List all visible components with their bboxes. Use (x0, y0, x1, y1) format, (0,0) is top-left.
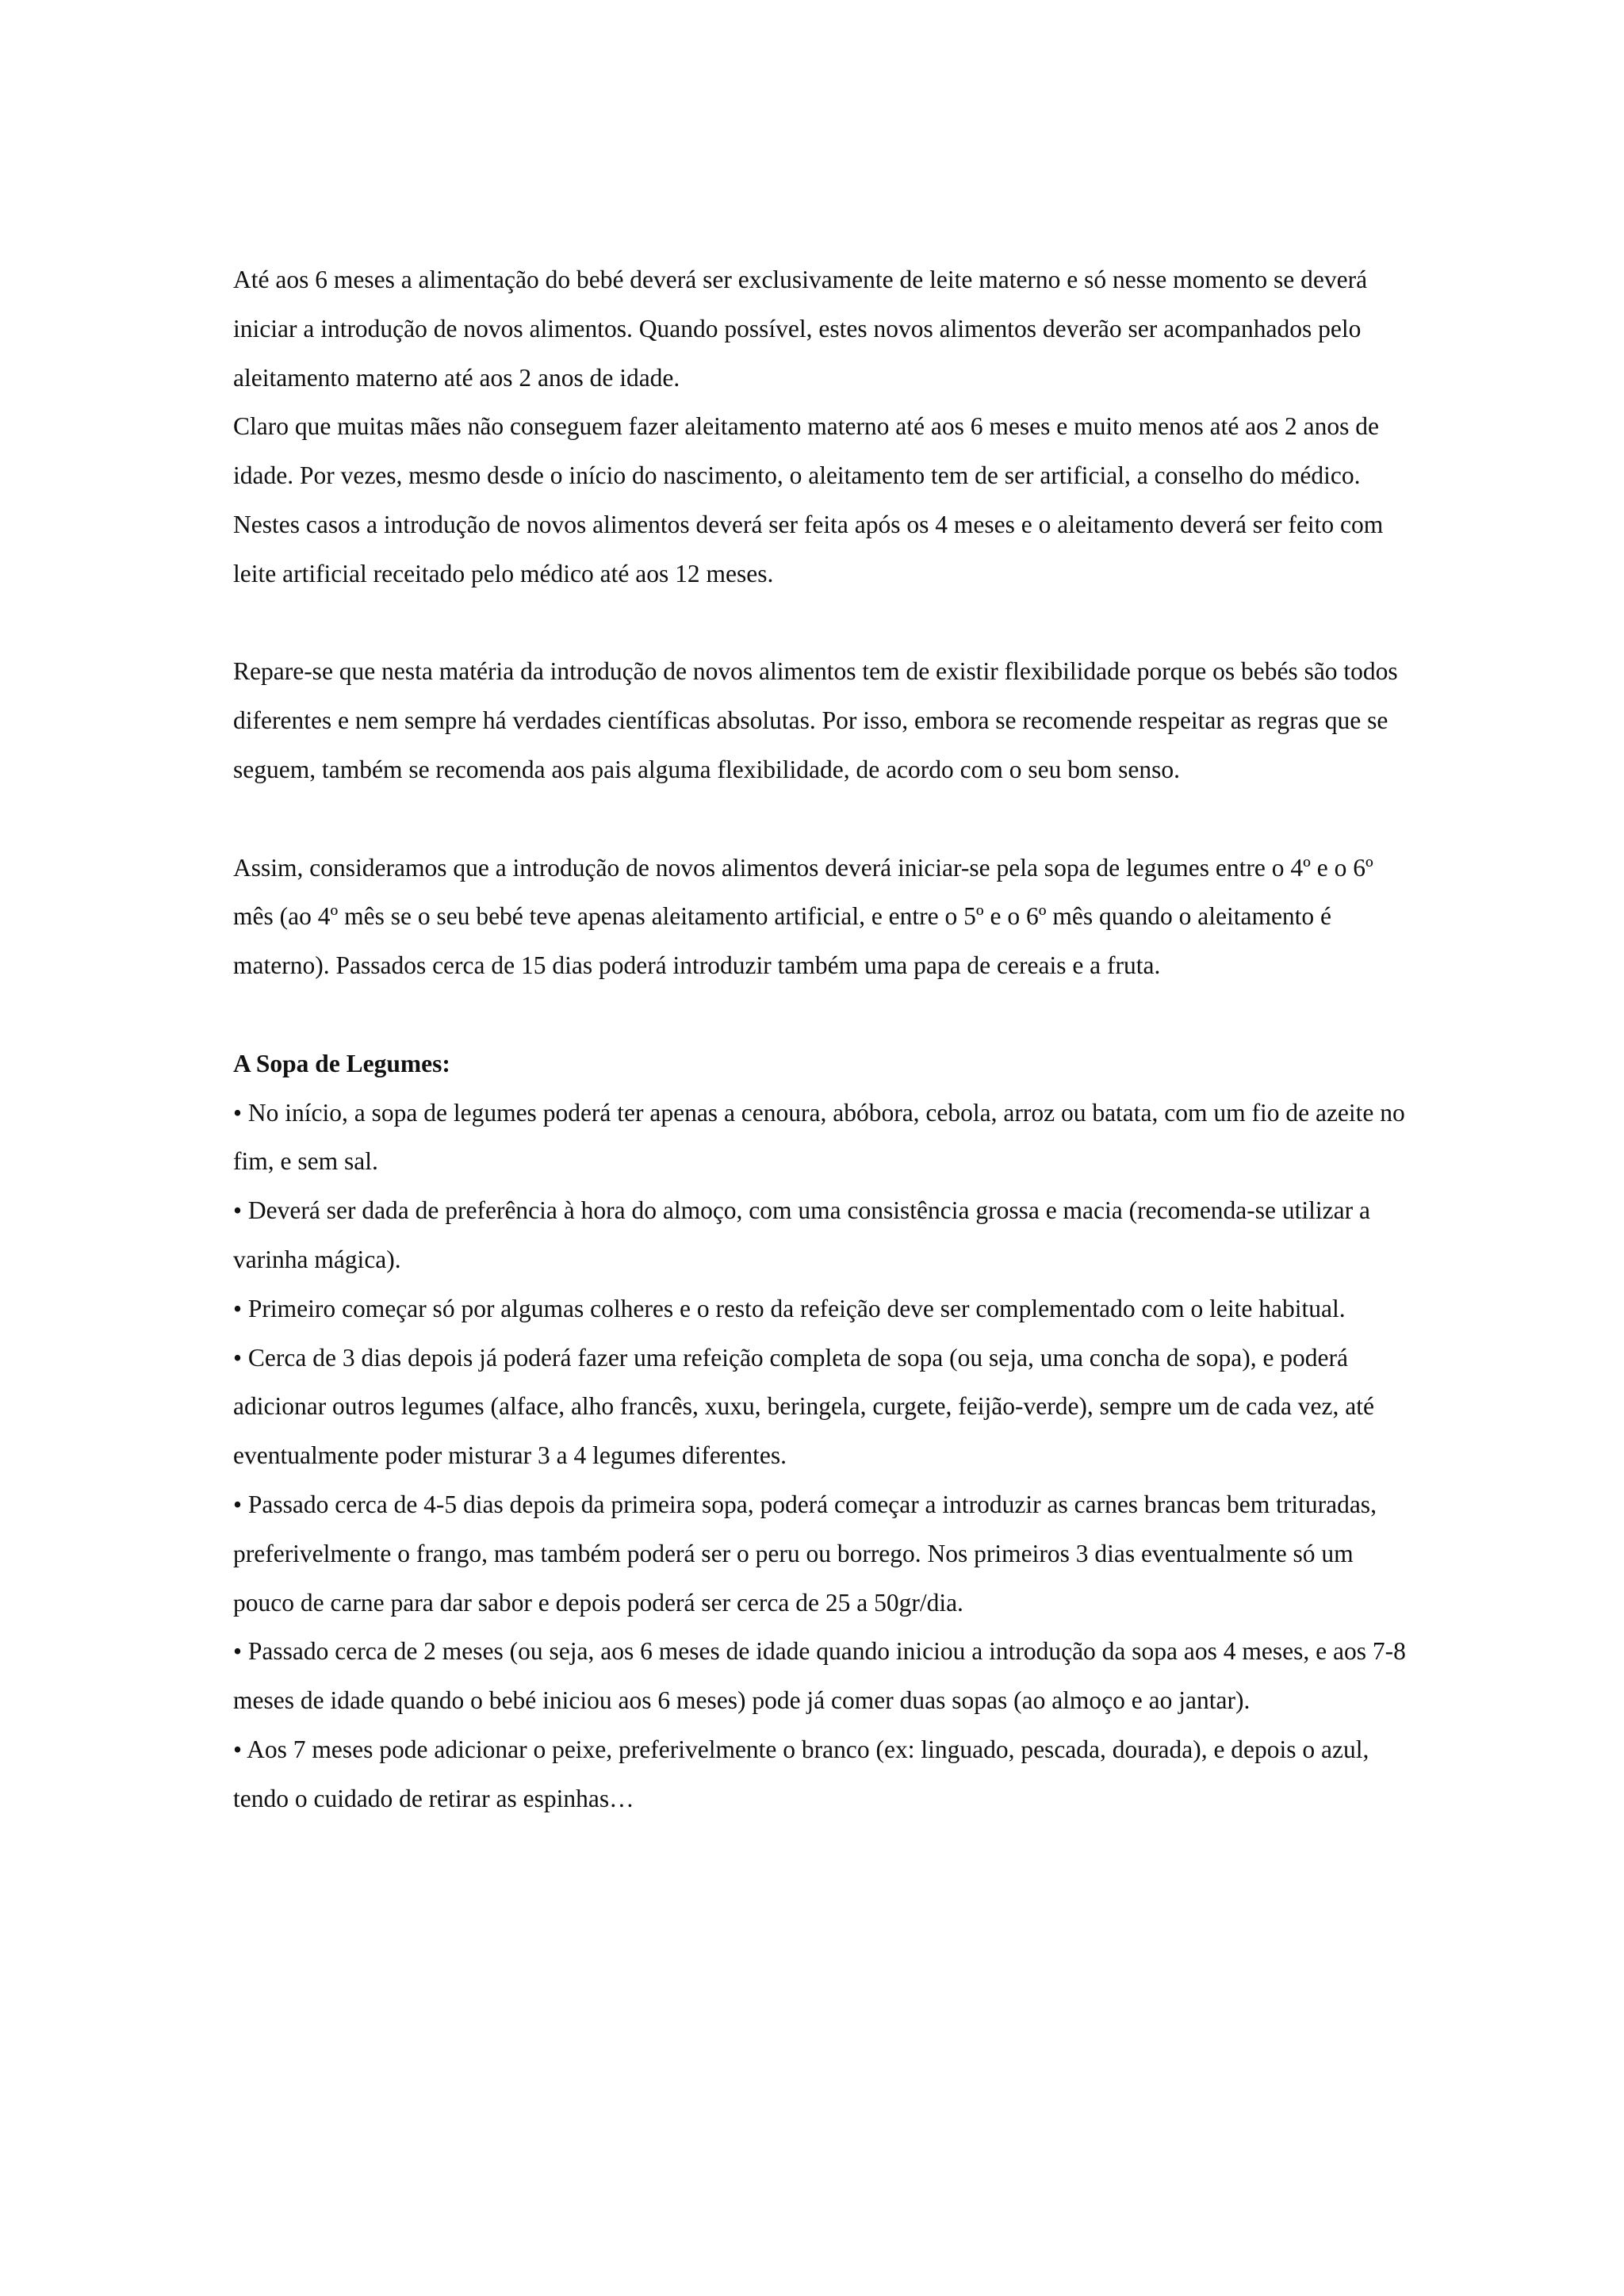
bullet-item: • Deverá ser dada de preferência à hora do almoço, com uma consistência grossa e macia (recomenda-se utilizar a varinha mágica). (233, 1196, 1370, 1273)
bullet-item: • Passado cerca de 2 meses (ou seja, aos 6 meses de idade quando iniciou a introdução da sopa aos 4 meses, e aos 7-8 meses de idade quando o bebé iniciou aos 6 meses) pode já comer duas sopas (ao almoço e ao jantar). (233, 1637, 1406, 1715)
bullet-item: • Aos 7 meses pode adicionar o peixe, preferivelmente o branco (ex: linguado, pescada, dourada), e depois o azul, tendo o cuidado de retirar as espinhas… (233, 1735, 1369, 1812)
document-body (233, 255, 1407, 1823)
paragraph-spacer (233, 794, 1407, 844)
intro-paragraph-2: Claro que muitas mães não conseguem fazer aleitamento materno até aos 6 meses e muito menos até aos 2 anos de idade. Por vezes, mesmo desde o início do nascimento, o aleitamento tem de ser artificial, a conselho do médico. Nestes casos a introdução de novos alimentos deverá ser feita após os 4 meses e o aleitamento deverá ser feito com leite artificial receitado pelo médico até aos 12 meses. (233, 412, 1384, 587)
introduction-paragraph: Assim, consideramos que a introdução de novos alimentos deverá iniciar-se pela sopa de legumes entre o 4º e o 6º mês (ao 4º mês se o seu bebé teve apenas aleitamento artificial, e entre o 5º e o 6º mês quando o aleitamento é materno). Passados cerca de 15 dias poderá introduzir também uma papa de cereais e a fruta. (233, 853, 1373, 980)
bullet-item: • Cerca de 3 dias depois já poderá fazer uma refeição completa de sopa (ou seja, uma concha de sopa), e poderá adicionar outros legumes (alface, alho francês, xuxu, beringela, curgete, feijão-verde), sempre um de cada vez, até eventualmente poder misturar 3 a 4 legumes diferentes. (233, 1343, 1374, 1470)
bullet-item: • No início, a sopa de legumes poderá ter apenas a cenoura, abóbora, cebola, arroz ou batata, com um fio de azeite no fim, e sem sal. (233, 1098, 1405, 1176)
paragraph-spacer (233, 990, 1407, 1039)
intro-paragraph-1: Até aos 6 meses a alimentação do bebé deverá ser exclusivamente de leite materno e só nesse momento se deverá iniciar a introdução de novos alimentos. Quando possível, estes novos alimentos deverão ser acompanhados pelo aleitamento materno até aos 2 anos de idade. (233, 266, 1368, 392)
flexibility-paragraph: Repare-se que nesta matéria da introdução de novos alimentos tem de existir flexibilidade porque os bebés são todos diferentes e nem sempre há verdades científicas absolutas. Por isso, embora se recomende respeitar as regras que se seguem, também se recomenda aos pais alguma flexibilidade, de acordo com o seu bom senso. (233, 657, 1398, 783)
bullet-item: • Primeiro começar só por algumas colheres e o resto da refeição deve ser complementado com o leite habitual. (233, 1294, 1346, 1322)
paragraph-spacer (233, 599, 1407, 648)
bullet-item: • Passado cerca de 4-5 dias depois da primeira sopa, poderá começar a introduzir as carnes brancas bem trituradas, preferivelmente o frango, mas também poderá ser o peru ou borrego. Nos primeiros 3 dias eventualmente só um pouco de carne para dar sabor e depois poderá ser cerca de 25 a 50gr/dia. (233, 1490, 1377, 1617)
section-heading: A Sopa de Legumes: (233, 1049, 450, 1077)
